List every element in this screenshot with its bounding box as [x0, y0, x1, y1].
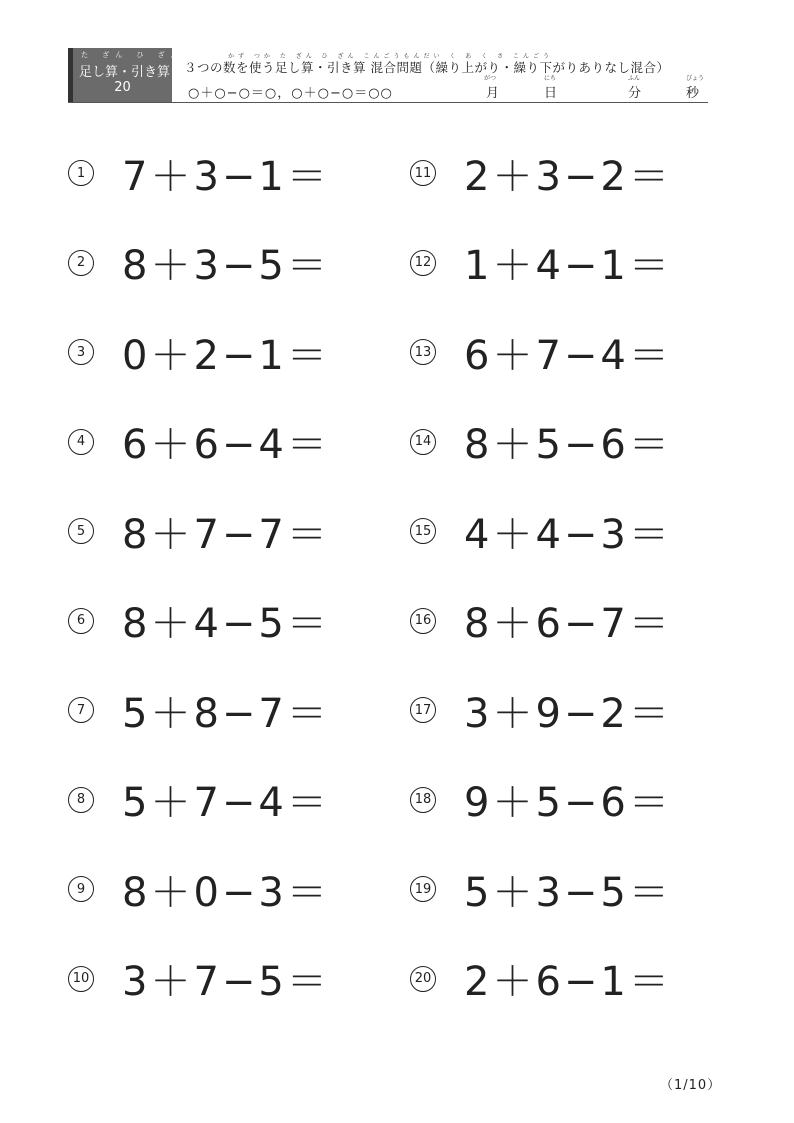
problem-number: 16: [410, 608, 436, 634]
problem-item: [410, 954, 672, 1004]
problem-expression: 8＋0−3＝: [122, 869, 330, 916]
problem-pattern: ○＋○−○＝○，○＋○−○＝○○: [188, 86, 393, 101]
problem-item: [68, 954, 330, 1004]
problem-item: [410, 327, 672, 377]
problem-number: 15: [410, 518, 436, 544]
problem-expression: 8＋5−6＝: [464, 422, 672, 468]
second-ruby: びょう: [686, 75, 705, 82]
problem-expression: 4＋4−3＝: [464, 511, 672, 558]
problem-expression: 6＋7−4＝: [464, 332, 672, 379]
second-label: 秒: [686, 86, 700, 101]
worksheet-title: ３つの数を使う足し算・引き算 混合問題（繰り上がり・繰り下がりありなし混合）: [184, 60, 670, 75]
problem-expression: 2＋3−2＝: [464, 153, 672, 200]
problem-item: [410, 506, 672, 556]
problem-expression: 0＋2−1＝: [122, 332, 330, 379]
problem-item: [68, 506, 330, 556]
problem-number: 5: [68, 518, 94, 544]
problem-item: [68, 417, 330, 467]
problem-item: [410, 685, 672, 735]
minute-ruby: ふん: [628, 75, 641, 82]
problem-item: [68, 148, 330, 198]
day-ruby: にち: [544, 75, 557, 82]
problem-number: 14: [410, 429, 436, 455]
month-ruby: がつ: [484, 75, 497, 82]
title-ruby: かず つか た ざん ひ ざん こんごうもんだい く あ く さ こんごう: [228, 53, 553, 60]
problem-expression: 3＋9−2＝: [464, 690, 672, 737]
problem-number: 3: [68, 339, 94, 365]
problem-number: 8: [68, 787, 94, 813]
problem-expression: 6＋6−4＝: [122, 422, 330, 468]
problem-item: [410, 596, 672, 646]
problem-number: 10: [68, 966, 94, 992]
problem-expression: 8＋4−5＝: [122, 601, 330, 647]
problem-item: [68, 864, 330, 914]
problem-item: [410, 417, 672, 467]
problem-number: 11: [410, 160, 436, 186]
problem-number: 7: [68, 697, 94, 723]
category-title: 足し算・引き算: [78, 65, 170, 80]
month-label: 月: [486, 86, 500, 101]
problem-item: [68, 596, 330, 646]
problem-expression: 9＋5−6＝: [464, 780, 672, 826]
category-ruby: た ざん ひ ざん: [81, 51, 184, 59]
problem-item: [68, 327, 330, 377]
page-number: （1/10）: [660, 1078, 722, 1093]
problem-item: [68, 775, 330, 825]
problem-number: 17: [410, 697, 436, 723]
problem-number: 12: [410, 250, 436, 276]
problem-item: [68, 685, 330, 735]
problem-expression: 1＋4−1＝: [464, 243, 672, 289]
problem-expression: 8＋6−7＝: [464, 601, 672, 647]
problem-number: 4: [68, 429, 94, 455]
problem-number: 13: [410, 339, 436, 365]
worksheet-header: [68, 48, 708, 103]
problem-expression: 3＋7−5＝: [122, 959, 330, 1005]
problem-expression: 2＋6−1＝: [464, 959, 672, 1005]
problem-number: 20: [410, 966, 436, 992]
problem-number: 18: [410, 787, 436, 813]
problem-number: 1: [68, 160, 94, 186]
minute-label: 分: [628, 86, 642, 101]
category-tag: [68, 48, 184, 102]
problem-expression: 8＋3−5＝: [122, 243, 330, 289]
problem-expression: 5＋8−7＝: [122, 690, 330, 737]
problem-item: [410, 148, 672, 198]
problem-item: [410, 238, 672, 288]
problem-number: 6: [68, 608, 94, 634]
problem-number: 2: [68, 250, 94, 276]
problem-number: 9: [68, 876, 94, 902]
problem-item: [410, 864, 672, 914]
problem-number: 19: [410, 876, 436, 902]
problem-expression: 8＋7−7＝: [122, 511, 330, 558]
problem-expression: 5＋3−5＝: [464, 869, 672, 916]
problem-expression: 5＋7−4＝: [122, 780, 330, 826]
problem-item: [410, 775, 672, 825]
problem-item: [68, 238, 330, 288]
worksheet-number: 20: [114, 80, 131, 95]
day-label: 日: [544, 86, 558, 101]
problem-expression: 7＋3−1＝: [122, 153, 330, 200]
